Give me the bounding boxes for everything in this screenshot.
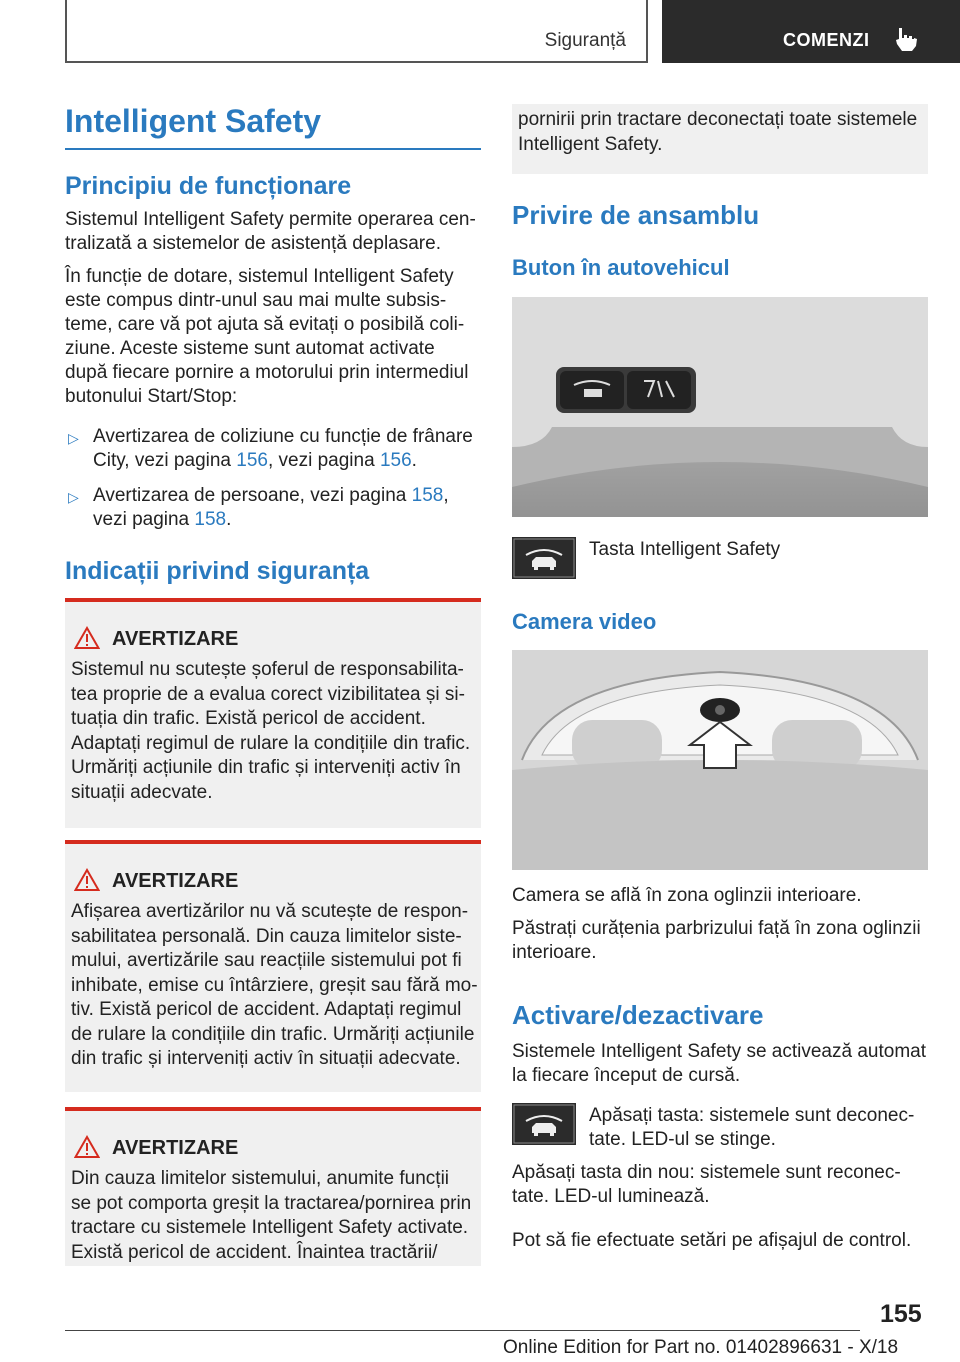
activation-settings-text: Pot să fie efectuate setări pe afișajul de control. xyxy=(512,1230,912,1251)
warning-continuation-box xyxy=(512,104,928,174)
heading-activation: Activare/dezactivare xyxy=(512,1000,764,1030)
footer-divider xyxy=(65,1330,860,1331)
footer-edition: Online Edition for Part no. 01402896631 - X/18 xyxy=(503,1337,899,1358)
warning-title: AVERTIZARE xyxy=(112,870,239,892)
warning-box xyxy=(65,1107,481,1266)
warning-box xyxy=(65,598,481,828)
activation-press-again-text: Apăsați tasta din nou: sistemele sunt reconec- tate. LED-ul luminează. xyxy=(512,1162,901,1207)
warning-triangle-icon xyxy=(74,626,100,650)
warning-text: pornirii prin tractare deconectați toate sistemele Intelligent Safety. xyxy=(518,109,918,155)
page-number: 155 xyxy=(880,1300,922,1328)
warning-text: Sistemul nu scutește șoferul de responsabilita- tea proprie de a evalua corect vizibilitatea și si- tuația din trafic. Există pericol de accident. Adaptați regimul de rulare la condițiile din trafic. Urmăriți acțiunile din trafic și interveniți activ în situații adecvate. xyxy=(71,659,471,803)
page-link[interactable]: 156 xyxy=(379,450,412,471)
page-link[interactable]: 156 xyxy=(236,450,268,471)
header-section-label: Siguranță xyxy=(544,30,626,51)
heading-button: Buton în autovehicul xyxy=(512,255,730,280)
paragraph-intro: Sistemul Intelligent Safety permite operarea cen- tralizată a sistemelor de asistență deplasare. xyxy=(65,209,476,254)
activation-auto-text: Sistemele Intelligent Safety se activează automat la fiecare început de cursă. xyxy=(512,1041,927,1086)
button-panel-photo xyxy=(512,297,928,517)
heading-principle: Principiu de funcționare xyxy=(65,172,352,200)
warning-text: Din cauza limitelor sistemului, anumite funcții se pot comporta greșit la tractarea/pornirea prin tractare cu sistemele Intelligent Safety activate. Există pericol de accident. Înaintea tractării/ xyxy=(71,1168,472,1263)
heading-safety: Indicații privind siguranța xyxy=(65,557,370,585)
camera-location-text: Camera se află în zona oglinzii interioare. xyxy=(512,885,862,906)
warning-triangle-icon xyxy=(74,1135,100,1159)
warning-title: AVERTIZARE xyxy=(112,1137,239,1159)
page-link[interactable]: 158 xyxy=(411,485,444,506)
paragraph-subsystems: În funcție de dotare, sistemul Intelligent Safety este compus dintr-unul sau mai multe subsis- teme, care vă pot ajuta să evitați o posibilă coli- ziune. Aceste sisteme sunt automat activate după fiecare pornire a motorului prin intermediul butonului Start/Stop: xyxy=(65,266,469,407)
page-link[interactable]: 158 xyxy=(194,509,227,530)
header-chapter-label: COMENZI xyxy=(783,30,870,50)
page-title: Intelligent Safety xyxy=(65,103,322,139)
title-divider xyxy=(65,148,481,150)
warning-text: Afișarea avertizărilor nu vă scutește de respon- sabilitatea personală. Din cauza limitelor siste- mului, avertizările sau reacțiile sistemului pot fi inhibate, emise cu întârziere, greșit sau fără mo- tiv. Există pericol de accident. Adaptați regimul de rulare la condițiile din trafic. Urmăriți acțiunile din trafic și interveniți activ în situații adecvate. xyxy=(71,901,478,1069)
pointing-hand-icon xyxy=(893,26,919,52)
bullet-marker: ▷ xyxy=(68,430,79,446)
heading-overview: Privire de ansamblu xyxy=(512,200,760,230)
heading-camera: Camera video xyxy=(512,609,657,634)
warning-box xyxy=(65,840,481,1092)
header-section-tab xyxy=(65,0,648,63)
warning-title: AVERTIZARE xyxy=(112,628,239,650)
intelligent-safety-button-icon xyxy=(512,537,576,579)
warning-triangle-icon xyxy=(74,868,100,892)
button-caption: Tasta Intelligent Safety xyxy=(589,539,781,560)
activation-press-text: Apăsați tasta: sistemele sunt deconec- tate. LED-ul se stinge. xyxy=(589,1105,915,1150)
intelligent-safety-button-icon xyxy=(512,1103,576,1145)
bullet-marker: ▷ xyxy=(68,489,79,505)
camera-clean-text: Păstrați curățenia parbrizului față în zona oglinzii interioare. xyxy=(512,918,921,963)
list-item-collision-warning: Avertizarea de coliziune cu funcție de frânare City, vezi pagina 156, vezi pagina 156. xyxy=(93,426,473,471)
camera-photo xyxy=(512,650,928,870)
list-item-pedestrian-warning: Avertizarea de persoane, vezi pagina 158, vezi pagina 158. xyxy=(93,485,449,530)
